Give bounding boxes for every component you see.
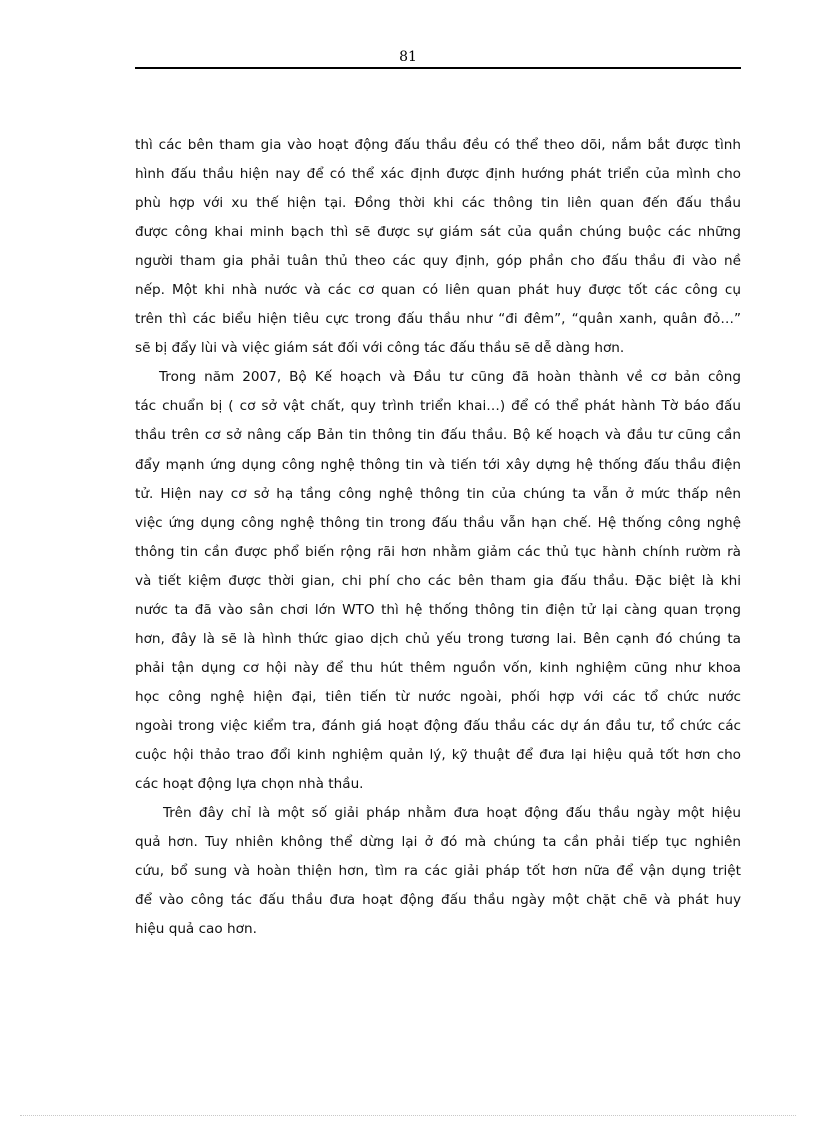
paragraph-2-line-3: thầu trên cơ sở nâng cấp Bản tin thông tin đấu thầu. Bộ kế hoạch và đầu tư cũng cần <box>135 427 741 444</box>
header-rule <box>135 67 741 69</box>
paragraph-2-line-9: nước ta đã vào sân chơi lớn WTO thì hệ thống thông tin điện tử lại càng quan trọng <box>135 601 741 618</box>
paragraph-2-line-12: học công nghệ hiện đại, tiên tiến từ nước ngoài, phối hợp với các tổ chức nước <box>135 688 741 705</box>
paragraph-2-line-15: các hoạt động lựa chọn nhà thầu. <box>135 776 364 793</box>
page-number: 81 <box>399 49 417 65</box>
paragraph-1-line-2: hình đấu thầu hiện nay để có thể xác định được định hướng phát triển của mình cho <box>135 166 741 183</box>
paragraph-3-line-5: hiệu quả cao hơn. <box>135 921 257 938</box>
paragraph-1-line-5: người tham gia phải tuân thủ theo các quy định, góp phần cho đấu thầu đi vào nề <box>135 253 741 270</box>
paragraph-1-line-4: được công khai minh bạch thì sẽ được sự giám sát của quần chúng buộc các những <box>135 224 741 241</box>
paragraph-1-line-8: sẽ bị đẩy lùi và việc giám sát đối với công tác đấu thầu sẽ dễ dàng hơn. <box>135 340 625 357</box>
paragraph-1-line-3: phù hợp với xu thế hiện tại. Đồng thời khi các thông tin liên quan đến đấu thầu <box>135 195 741 212</box>
paragraph-2-line-7: thông tin cần được phổ biến rộng rãi hơn nhằm giảm các thủ tục hành chính rườm rà <box>135 543 741 560</box>
paragraph-2-line-8: và tiết kiệm được thời gian, chi phí cho các bên tham gia đấu thầu. Đặc biệt là khi <box>135 572 741 589</box>
body-text <box>135 131 741 944</box>
paragraph-2-line-14: cuộc hội thảo trao đổi kinh nghiệm quản lý, kỹ thuật để đưa lại hiệu quả tốt hơn cho <box>135 746 741 763</box>
bottom-dotted-rule <box>20 1115 796 1116</box>
paragraph-2-line-5: tử. Hiện nay cơ sở hạ tầng công nghệ thông tin của chúng ta vẫn ở mức thấp nên <box>135 485 741 502</box>
paragraph-3-line-4: để vào công tác đấu thầu đưa hoạt động đấu thầu ngày một chặt chẽ và phát huy <box>135 892 741 909</box>
paragraph-2-line-10: hơn, đây là sẽ là hình thức giao dịch chủ yếu trong tương lai. Bên cạnh đó chúng ta <box>135 630 741 647</box>
paragraph-3-line-2: quả hơn. Tuy nhiên không thể dừng lại ở đó mà chúng ta cần phải tiếp tục nghiên <box>135 834 741 851</box>
paragraph-2-line-6: việc ứng dụng công nghệ thông tin trong đấu thầu vẫn hạn chế. Hệ thống công nghệ <box>135 514 741 531</box>
paragraph-1-line-6: nếp. Một khi nhà nước và các cơ quan có liên quan phát huy được tốt các công cụ <box>135 282 741 299</box>
paragraph-2-line-2: tác chuẩn bị ( cơ sở vật chất, quy trình triển khai…) để có thể phát hành Tờ báo đấu <box>135 398 741 415</box>
paragraph-2-line-4: đẩy mạnh ứng dụng công nghệ thông tin và tiến tới xây dựng hệ thống đấu thầu điện <box>135 456 741 473</box>
paragraph-3-line-3: cứu, bổ sung và hoàn thiện hơn, tìm ra các giải pháp tốt hơn nữa để vận dụng triệt <box>135 863 741 880</box>
paragraph-2-line-13: ngoài trong việc kiểm tra, đánh giá hoạt động đấu thầu các dự án đầu tư, tổ chức các <box>135 717 741 734</box>
paragraph-3-line-1: Trên đây chỉ là một số giải pháp nhằm đưa hoạt động đấu thầu ngày một hiệu <box>163 805 741 822</box>
paragraph-1-line-1: thì các bên tham gia vào hoạt động đấu thầu đều có thể theo dõi, nắm bắt được tình <box>135 137 741 153</box>
paragraph-2-line-1: Trong năm 2007, Bộ Kế hoạch và Đầu tư cũng đã hoàn thành về cơ bản công <box>159 369 741 386</box>
paragraph-2-line-11: phải tận dụng cơ hội này để thu hút thêm nguồn vốn, kinh nghiệm cũng như khoa <box>135 659 741 676</box>
paragraph-1-line-7: trên thì các biểu hiện tiêu cực trong đấu thầu như “đi đêm”, “quân xanh, quân đỏ…” <box>135 311 741 328</box>
